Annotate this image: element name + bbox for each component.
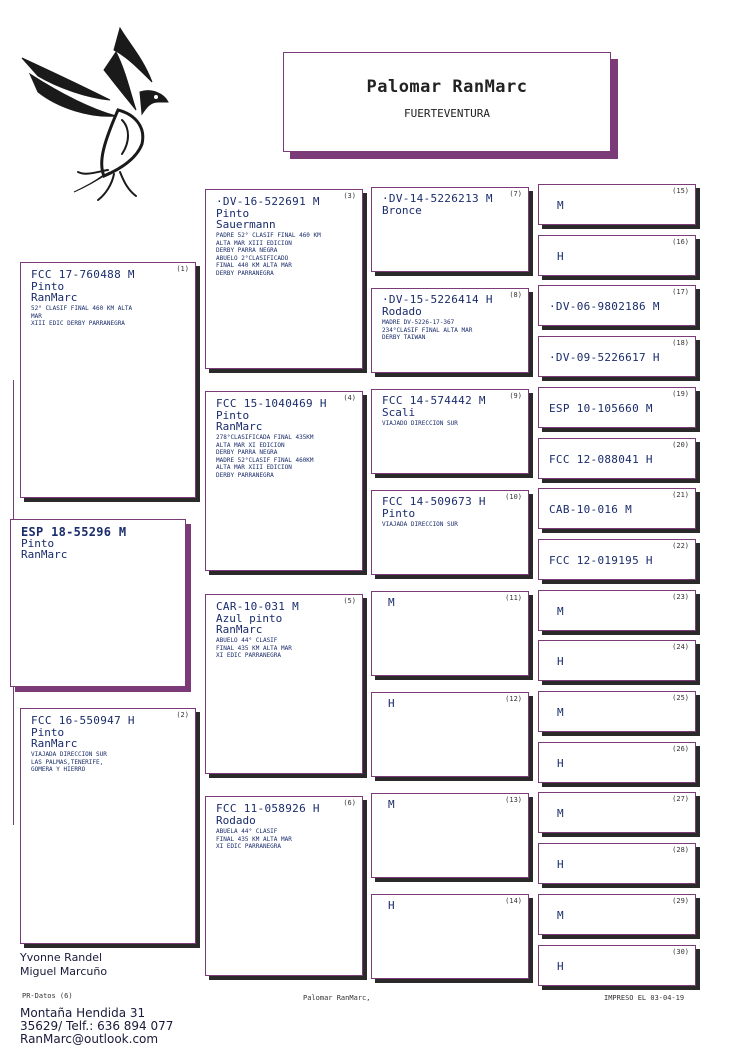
page-title: Palomar RanMarc bbox=[366, 77, 528, 97]
card-color: Scali bbox=[382, 406, 416, 419]
card-number: (29) bbox=[672, 897, 689, 905]
dove-logo bbox=[18, 22, 173, 202]
subject-ring: ESP 18-55296 M bbox=[21, 525, 127, 539]
great-grandparent-card-12 bbox=[371, 692, 529, 777]
great-grandparent-card-8 bbox=[371, 288, 529, 373]
card-ring: H bbox=[557, 960, 564, 973]
card-notes: PADRE 52° CLASIF FINAL 460 KM ALTA MAR XIII EDICION DERBY PARRA NEGRA ABUELO 2°CLASIFICADO FINAL 440 KM ALTA MAR DERBY PARRANEGRA bbox=[216, 232, 321, 277]
card-ring: H bbox=[557, 655, 564, 668]
card-color: Pinto bbox=[216, 409, 250, 422]
ancestor-card-15 bbox=[538, 184, 696, 225]
card-ring: M bbox=[388, 798, 395, 811]
card-ring: ESP 10-105660 M bbox=[549, 402, 653, 415]
subject-name: RanMarc bbox=[21, 548, 68, 561]
card-number: (26) bbox=[672, 745, 689, 753]
card-ring: M bbox=[557, 199, 564, 212]
card-notes: ABUELA 44° CLASIF FINAL 435 KM ALTA MAR XI EDIC PARRANEGRA bbox=[216, 828, 292, 850]
card-color: Bronce bbox=[382, 204, 422, 217]
contact-address: Montaña Hendida 31 bbox=[20, 1006, 146, 1020]
ancestor-card-21 bbox=[538, 488, 696, 529]
ancestor-card-23 bbox=[538, 590, 696, 631]
card-number: (27) bbox=[672, 795, 689, 803]
ancestor-card-24 bbox=[538, 640, 696, 681]
card-color: Pinto bbox=[382, 507, 416, 520]
card-notes: VIAJADO DIRECCION SUR bbox=[382, 420, 458, 427]
card-notes: VIAJADA DIRECCION SUR bbox=[382, 521, 458, 528]
grandparent-card-3 bbox=[205, 189, 363, 369]
great-grandparent-card-7 bbox=[371, 187, 529, 272]
card-number: (3) bbox=[343, 192, 356, 200]
card-name: RanMarc bbox=[216, 623, 263, 636]
ancestor-card-27 bbox=[538, 792, 696, 833]
card-number: (15) bbox=[672, 187, 689, 195]
great-grandparent-card-11 bbox=[371, 591, 529, 676]
card-name: RanMarc bbox=[31, 737, 78, 750]
card-ring: H bbox=[557, 757, 564, 770]
card-notes: 52° CLASIF FINAL 460 KM ALTA MAR XIII EDIC DERBY PARRANEGRA bbox=[31, 305, 133, 327]
page-subtitle: FUERTEVENTURA bbox=[403, 107, 491, 120]
ancestor-card-19 bbox=[538, 387, 696, 428]
card-number: (22) bbox=[672, 542, 689, 550]
parent-card-2 bbox=[20, 708, 196, 944]
card-number: (21) bbox=[672, 491, 689, 499]
card-ring: FCC 12-019195 H bbox=[549, 554, 653, 567]
card-ring: FCC 14-509673 H bbox=[382, 495, 486, 508]
footer-right: IMPRESO EL 03-04-19 bbox=[604, 994, 685, 1002]
ancestor-card-17 bbox=[538, 285, 696, 326]
card-name: RanMarc bbox=[216, 420, 263, 433]
card-ring: CAB-10-016 M bbox=[549, 503, 633, 516]
great-grandparent-card-10 bbox=[371, 490, 529, 575]
subject-card bbox=[10, 519, 186, 687]
ancestor-card-28 bbox=[538, 843, 696, 884]
ancestor-card-18 bbox=[538, 336, 696, 377]
card-number: (9) bbox=[509, 392, 522, 400]
card-ring: M bbox=[557, 706, 564, 719]
great-grandparent-card-14 bbox=[371, 894, 529, 979]
parent-card-1 bbox=[20, 262, 196, 498]
card-ring: ·DV-09-5226617 H bbox=[549, 351, 660, 364]
card-number: (30) bbox=[672, 948, 689, 956]
card-number: (10) bbox=[505, 493, 522, 501]
card-number: (25) bbox=[672, 694, 689, 702]
grandparent-card-4 bbox=[205, 391, 363, 571]
card-color: Pinto bbox=[31, 280, 65, 293]
card-ring: M bbox=[557, 605, 564, 618]
owner-name-1: Yvonne Randel bbox=[20, 951, 103, 964]
card-notes: MADRE DV-5226-17-367 234°CLASIF FINAL ALTA MAR DERBY TAIWAN bbox=[382, 319, 473, 341]
card-number: (24) bbox=[672, 643, 689, 651]
card-notes: ABUELO 44° CLASIF FINAL 435 KM ALTA MAR XI EDIC PARRANEGRA bbox=[216, 637, 292, 659]
card-number: (6) bbox=[343, 799, 356, 807]
card-color: Pinto bbox=[216, 207, 250, 220]
card-number: (16) bbox=[672, 238, 689, 246]
great-grandparent-card-13 bbox=[371, 793, 529, 878]
card-ring: CAR-10-031 M bbox=[216, 600, 300, 613]
card-ring: M bbox=[557, 807, 564, 820]
ancestor-card-30 bbox=[538, 945, 696, 986]
card-name: RanMarc bbox=[31, 291, 78, 304]
connector-line bbox=[199, 770, 200, 830]
ancestor-card-25 bbox=[538, 691, 696, 732]
ancestor-card-16 bbox=[538, 235, 696, 276]
card-number: (4) bbox=[343, 394, 356, 402]
card-ring: H bbox=[557, 858, 564, 871]
card-color: Rodado bbox=[382, 305, 422, 318]
card-number: (7) bbox=[509, 190, 522, 198]
grandparent-card-6 bbox=[205, 796, 363, 976]
card-number: (8) bbox=[509, 291, 522, 299]
connector-line bbox=[199, 295, 200, 355]
card-ring: FCC 12-088041 H bbox=[549, 453, 653, 466]
card-number: (2) bbox=[176, 711, 189, 719]
card-ring: ·DV-15-5226414 H bbox=[382, 293, 493, 306]
great-grandparent-card-9 bbox=[371, 389, 529, 474]
contact-email[interactable]: RanMarc@outlook.com bbox=[20, 1032, 159, 1046]
card-ring: M bbox=[557, 909, 564, 922]
title-box bbox=[283, 52, 611, 152]
card-notes: VIAJADA DIRECCION SUR LAS PALMAS,TENERIFE, GOMERA Y HIERRO bbox=[31, 751, 107, 773]
ancestor-card-29 bbox=[538, 894, 696, 935]
footer-center: Palomar RanMarc, bbox=[303, 994, 371, 1002]
card-ring: FCC 15-1040469 H bbox=[216, 397, 327, 410]
card-ring: ·DV-14-5226213 M bbox=[382, 192, 493, 205]
card-number: (19) bbox=[672, 390, 689, 398]
card-number: (5) bbox=[343, 597, 356, 605]
card-name: Sauermann bbox=[216, 218, 276, 231]
card-number: (1) bbox=[176, 265, 189, 273]
card-ring: FCC 11-058926 H bbox=[216, 802, 320, 815]
card-ring: FCC 14-574442 M bbox=[382, 394, 486, 407]
subject-color: Pinto bbox=[21, 537, 55, 550]
card-number: (14) bbox=[505, 897, 522, 905]
card-color: Rodado bbox=[216, 814, 256, 827]
card-ring: ·DV-16-522691 M bbox=[216, 195, 320, 208]
ancestor-card-26 bbox=[538, 742, 696, 783]
card-number: (18) bbox=[672, 339, 689, 347]
card-ring: H bbox=[557, 250, 564, 263]
card-color: Azul pinto bbox=[216, 612, 283, 625]
contact-phone: 35629/ Telf.: 636 894 077 bbox=[20, 1019, 174, 1033]
card-ring: ·DV-06-9802186 M bbox=[549, 300, 660, 313]
card-ring: H bbox=[388, 899, 395, 912]
owner-name-2: Miguel Marcuño bbox=[20, 965, 108, 978]
footer-left: PR-Datos (6) bbox=[22, 992, 73, 1000]
ancestor-card-20 bbox=[538, 438, 696, 479]
card-ring: FCC 17-760488 M bbox=[31, 268, 135, 281]
card-number: (23) bbox=[672, 593, 689, 601]
card-color: Pinto bbox=[31, 726, 65, 739]
card-number: (20) bbox=[672, 441, 689, 449]
card-notes: 278°CLASIFICADA FINAL 435KM ALTA MAR XI EDICION DERBY PARRA NEGRA MADRE 52°CLASIF FINAL 460KM ALTA MAR XIII EDICION DERBY PARRANEGRA bbox=[216, 434, 314, 479]
card-number: (11) bbox=[505, 594, 522, 602]
card-number: (13) bbox=[505, 796, 522, 804]
card-ring: FCC 16-550947 H bbox=[31, 714, 135, 727]
grandparent-card-5 bbox=[205, 594, 363, 774]
card-ring: H bbox=[388, 697, 395, 710]
card-number: (17) bbox=[672, 288, 689, 296]
card-ring: M bbox=[388, 596, 395, 609]
card-number: (12) bbox=[505, 695, 522, 703]
card-number: (28) bbox=[672, 846, 689, 854]
ancestor-card-22 bbox=[538, 539, 696, 580]
